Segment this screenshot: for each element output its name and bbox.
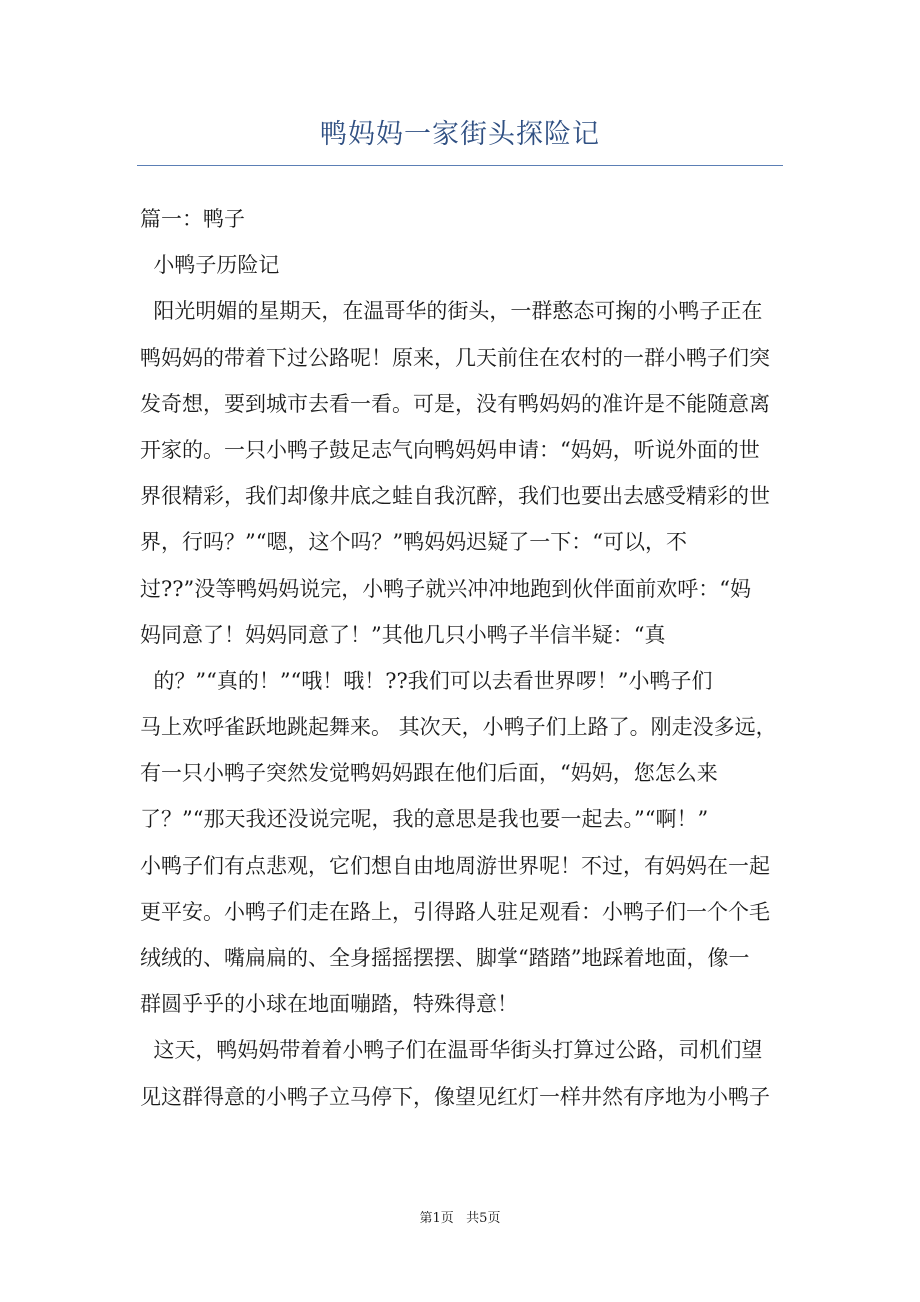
story-title: 小鸭子历险记: [140, 253, 280, 278]
body-line: 马上欢呼雀跃地跳起舞来。 其次天，小鸭子们上路了。刚走没多远，: [140, 715, 777, 740]
body-line: 绒绒的、嘴扁扁的、全身摇摇摆摆、脚掌“踏踏”地踩着地面，像一: [140, 946, 750, 970]
body-line: 有一只小鸭子突然发觉鸭妈妈跟在他们后面，“妈妈，您怎么来: [140, 761, 718, 786]
body-line: 发奇想，要到城市去看一看。可是，没有鸭妈妈的准许是不能随意离: [140, 391, 770, 416]
title-underline: [137, 165, 783, 166]
document-title: 鸭妈妈一家街头探险记: [320, 119, 600, 150]
section-heading: 篇一：鸭子: [140, 207, 245, 231]
body-line: 这天，鸭妈妈带着着小鸭子们在温哥华街头打算过公路，司机们望: [140, 1038, 763, 1063]
body-line: 了？”“那天我还没说完呢，我的意思是我也要一起去。”“啊！”: [140, 807, 709, 832]
body-line: 阳光明媚的星期天，在温哥华的街头，一群憨态可掬的小鸭子正在: [140, 299, 763, 324]
body-line: 界，行吗？”“嗯，这个吗？”鸭妈妈迟疑了一下：“可以，不: [140, 530, 687, 555]
body-line: 过??”没等鸭妈妈说完，小鸭子就兴冲冲地跑到伙伴面前欢呼：“妈: [140, 576, 751, 601]
body-line: 群圆乎乎的小球在地面嘣踏，特殊得意！: [140, 992, 518, 1017]
body-line: 小鸭子们有点悲观，它们想自由地周游世界呢！不过，有妈妈在一起: [140, 853, 770, 878]
body-line: 更平安。小鸭子们走在路上，引得路人驻足观看：小鸭子们一个个毛: [140, 899, 770, 924]
page-number-footer: 第1页 共5页: [419, 1211, 501, 1226]
document-body: [140, 196, 782, 1120]
body-line: 见这群得意的小鸭子立马停下，像望见红灯一样井然有序地为小鸭子: [140, 1084, 770, 1109]
body-line: 鸭妈妈的带着下过公路呢！原来，几天前住在农村的一群小鸭子们突: [140, 345, 770, 370]
body-line: 的？”“真的！”“哦！哦！??我们可以去看世界啰！”小鸭子们: [140, 668, 713, 693]
body-line: 界很精彩，我们却像井底之蛙自我沉醉，我们也要出去感受精彩的世: [140, 484, 770, 509]
body-line: 开家的。一只小鸭子鼓足志气向鸭妈妈申请：“妈妈，听说外面的世: [140, 437, 760, 462]
body-line: 妈同意了！妈妈同意了！”其他几只小鸭子半信半疑：“真: [140, 622, 666, 647]
